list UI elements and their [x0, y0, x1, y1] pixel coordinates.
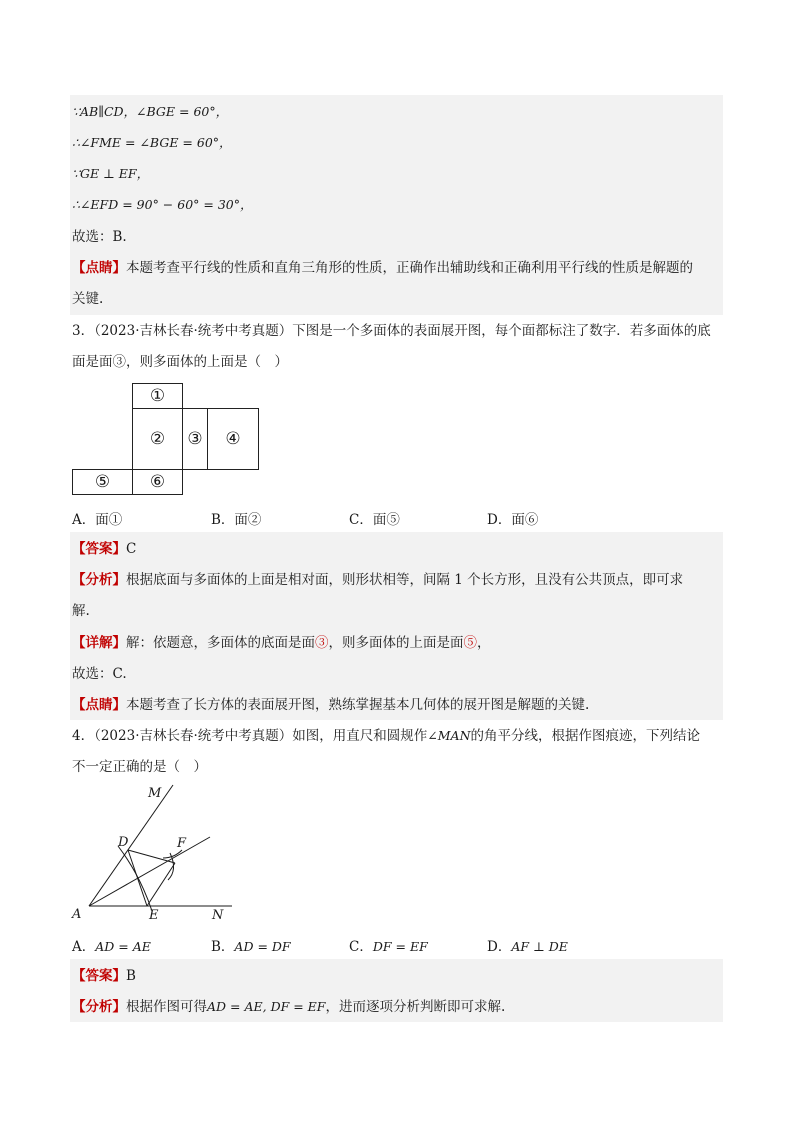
dianjing-line — [72, 259, 693, 277]
answer-value: C — [126, 541, 137, 557]
angle-math: ∠MAN — [427, 728, 471, 743]
dianjing-tag: 【点睛】 — [72, 260, 126, 276]
analysis-text-end: ，进而逐项分析判断即可求解. — [325, 999, 506, 1015]
option-b[interactable]: B．面② — [211, 512, 262, 528]
question-4-stem-2: 不一定正确的是（ ） — [72, 759, 207, 775]
analysis-tag: 【分析】 — [72, 999, 126, 1015]
net-face-5: ⑤ — [72, 469, 133, 495]
detail-text-mid: ，则多面体的上面是面 — [328, 635, 464, 651]
dianjing-tag: 【点睛】 — [72, 697, 126, 713]
analysis-line — [72, 571, 683, 589]
label-n: N — [212, 908, 224, 923]
dianjing-text: 本题考查了长方体的表面展开图，熟练掌握基本几何体的展开图是解题的关键. — [126, 697, 590, 713]
math-text: ∴∠EFD = 90° − 60° = 30°， — [72, 197, 253, 212]
solution-line — [72, 103, 228, 121]
segment-df — [128, 850, 175, 863]
dianjing-line-q3 — [72, 696, 589, 714]
label-a: A — [72, 907, 82, 922]
dianjing-text: 本题考查平行线的性质和直角三角形的性质，正确作出辅助线和正确利用平行线的性质是解题的 — [126, 260, 693, 276]
answer-tag: 【答案】 — [72, 968, 126, 984]
detail-text-end: ， — [477, 635, 491, 651]
label-d: D — [118, 835, 129, 850]
option-c[interactable]: C．面⑤ — [349, 512, 400, 528]
answer-line — [72, 967, 136, 985]
segment-de — [128, 850, 147, 906]
answer-value: B — [126, 968, 136, 984]
math-text: ∵AB∥CD，∠BGE = 60°， — [72, 104, 229, 119]
question-4-stem — [72, 727, 700, 745]
solution-line — [72, 165, 149, 183]
analysis-text: 根据作图可得 — [126, 999, 207, 1015]
detail-line — [72, 634, 491, 652]
option-b[interactable]: B．AD = DF — [211, 939, 291, 955]
stem-text-end: 的角平分线，根据作图痕迹，下列结论 — [470, 728, 701, 744]
net-face-6: ⑥ — [132, 469, 183, 495]
choose-line: 故选：C. — [72, 666, 127, 682]
label-m: M — [148, 786, 162, 801]
option-a[interactable]: A．面① — [72, 512, 123, 528]
segment-ef — [147, 863, 175, 906]
net-face-4: ④ — [207, 408, 259, 470]
solution-block-q3 — [70, 532, 723, 720]
arc-mark-2 — [163, 850, 182, 858]
net-face-1: ① — [132, 383, 183, 409]
option-a[interactable]: A．AD = AE — [72, 939, 151, 955]
arc-de — [118, 846, 152, 911]
analysis-tag: 【分析】 — [72, 572, 126, 588]
net-face-2: ② — [132, 408, 183, 470]
analysis-line — [72, 998, 505, 1016]
option-d[interactable]: D．面⑥ — [487, 512, 539, 528]
net-face-3: ③ — [182, 408, 208, 470]
analysis-text: 根据底面与多面体的上面是相对面，则形状相等，间隔 1 个长方形，且没有公共顶点，即可求 — [126, 572, 684, 588]
stem-text: 4．（2023·吉林长春·统考中考真题）如图，用直尺和圆规作 — [72, 728, 428, 744]
solution-line — [72, 196, 252, 214]
analysis-line-2: 解. — [72, 603, 90, 619]
circled-3: ③ — [315, 635, 329, 651]
label-e: E — [149, 908, 159, 923]
solution-line — [72, 134, 232, 152]
solution-line: 故选：B. — [72, 229, 127, 245]
dianjing-line-2: 关键. — [72, 291, 104, 307]
question-3-stem-2: 面是面③，则多面体的上面是（ ） — [72, 354, 288, 370]
answer-tag: 【答案】 — [72, 541, 126, 557]
analysis-math: AD = AE, DF = EF — [207, 999, 326, 1014]
math-text: ∵GE ⊥ EF， — [72, 166, 150, 181]
math-text: ∴∠FME = ∠BGE = 60°， — [72, 135, 232, 150]
option-c[interactable]: C．DF = EF — [349, 939, 428, 955]
question-3-stem: 3．（2023·吉林长春·统考中考真题）下图是一个多面体的表面展开图，每个面都标注了数字．若多面体的底 — [72, 323, 711, 339]
angle-bisector-figure — [60, 780, 260, 925]
bisector-ray — [89, 837, 210, 906]
label-f: F — [177, 836, 187, 851]
circled-5: ⑤ — [463, 635, 477, 651]
detail-tag: 【详解】 — [72, 635, 126, 651]
detail-text: 解：依题意，多面体的底面是面 — [126, 635, 315, 651]
option-d[interactable]: D．AF ⊥ DE — [487, 939, 568, 955]
answer-line — [72, 540, 136, 558]
ray-am — [89, 785, 173, 906]
